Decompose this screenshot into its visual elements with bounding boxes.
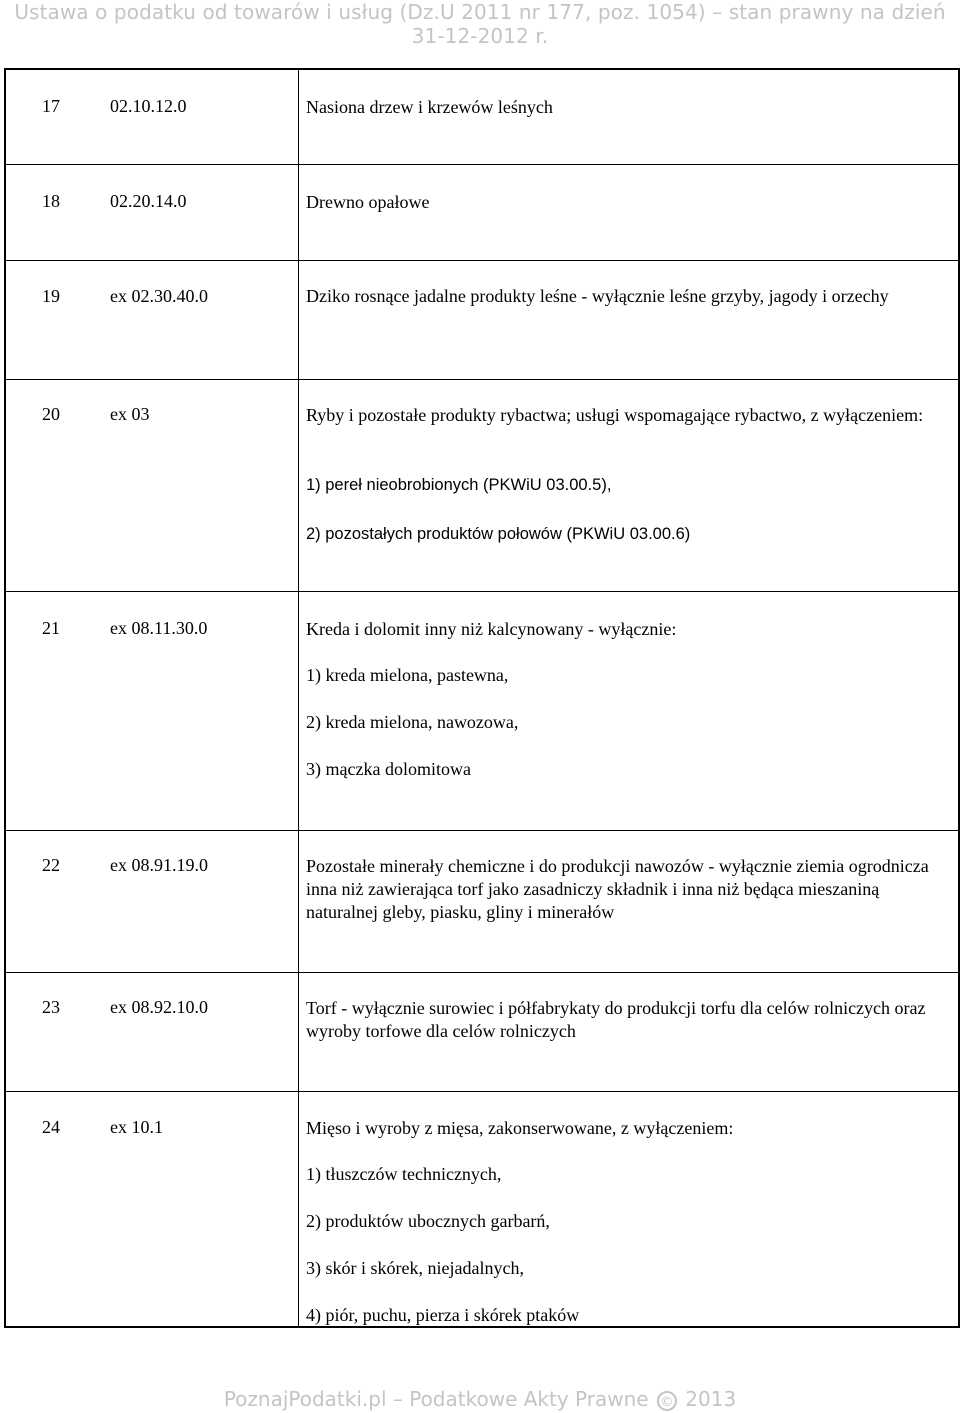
row-description: Drewno opałowe [306,192,430,212]
row-number: 23 [42,997,60,1017]
pkwiu-code: ex 08.11.30.0 [110,618,208,638]
pkwiu-code: ex 08.91.19.0 [110,855,208,875]
row-number: 22 [42,855,60,875]
row-description: Nasiona drzew i krzewów leśnych [306,97,553,117]
pkwiu-code: ex 10.1 [110,1117,163,1137]
pkwiu-code: ex 02.30.40.0 [110,286,208,306]
row-description: Ryby i pozostałe produkty rybactwa; usługi wspomagające rybactwo, z wyłączeniem: [306,405,924,425]
row-description: Kreda i dolomit inny niż kalcynowany - wyłącznie: [306,619,677,639]
table-row [6,973,958,1092]
row-description: Torf - wyłącznie surowiec i półfabrykaty do produkcji torfu dla celów rolniczych oraz wyroby torfowe dla celów rolniczych [306,998,926,1041]
list-item: 1) kreda mielona, pastewna, [306,665,509,685]
exclusion-item: 4) piór, puchu, pierza i skórek ptaków [306,1305,580,1325]
row-number: 19 [42,286,60,306]
table-row [6,831,958,973]
row-description: Pozostałe minerały chemiczne i do produkcji nawozów - wyłącznie ziemia ogrodnicza inna niż zawierająca torf jako zasadniczy składnik i inna niż będąca mieszaniną naturalnej gleby, piasku, gliny i minerałów [306,856,929,922]
table-row [6,261,958,380]
exclusion-item: 1) pereł nieobrobionych (PKWiU 03.00.5), [306,476,612,494]
footer-site-text: PoznajPodatki.pl – Podatkowe Akty Prawne [223,1387,649,1411]
copyright-icon: © [657,1391,677,1411]
table-row [6,70,958,165]
footer-year: 2013 [685,1387,737,1411]
row-description: Dziko rosnące jadalne produkty leśne - wyłącznie leśne grzyby, jagody i orzechy [306,286,889,306]
row-number: 18 [42,191,60,211]
pkwiu-code: 02.10.12.0 [110,96,187,116]
exclusion-item: 3) skór i skórek, niejadalnych, [306,1258,524,1278]
table-row [6,380,958,592]
pkwiu-code: 02.20.14.0 [110,191,187,211]
pkwiu-code: ex 08.92.10.0 [110,997,208,1017]
row-number: 17 [42,96,60,116]
goods-table [4,68,960,1328]
page-footer [0,1387,960,1411]
row-number: 20 [42,404,60,424]
exclusion-item: 2) produktów ubocznych garbarń, [306,1211,550,1231]
pkwiu-code: ex 03 [110,404,150,424]
table-row [6,165,958,261]
list-item: 2) kreda mielona, nawozowa, [306,712,519,732]
exclusion-item: 2) pozostałych produktów połowów (PKWiU 03.00.6) [306,525,691,543]
exclusion-item: 1) tłuszczów technicznych, [306,1164,502,1184]
row-number: 21 [42,618,60,638]
row-description: Mięso i wyroby z mięsa, zakonserwowane, z wyłączeniem: [306,1118,734,1138]
list-item: 3) mączka dolomitowa [306,759,471,779]
document-header-date: 31-12-2012 r. [411,24,549,48]
document-header-title: Ustawa o podatku od towarów i usług (Dz.U 2011 nr 177, poz. 1054) – stan prawny na dzień [14,0,946,24]
table-row [6,592,958,831]
table-row [6,1092,958,1326]
row-number: 24 [42,1117,60,1137]
